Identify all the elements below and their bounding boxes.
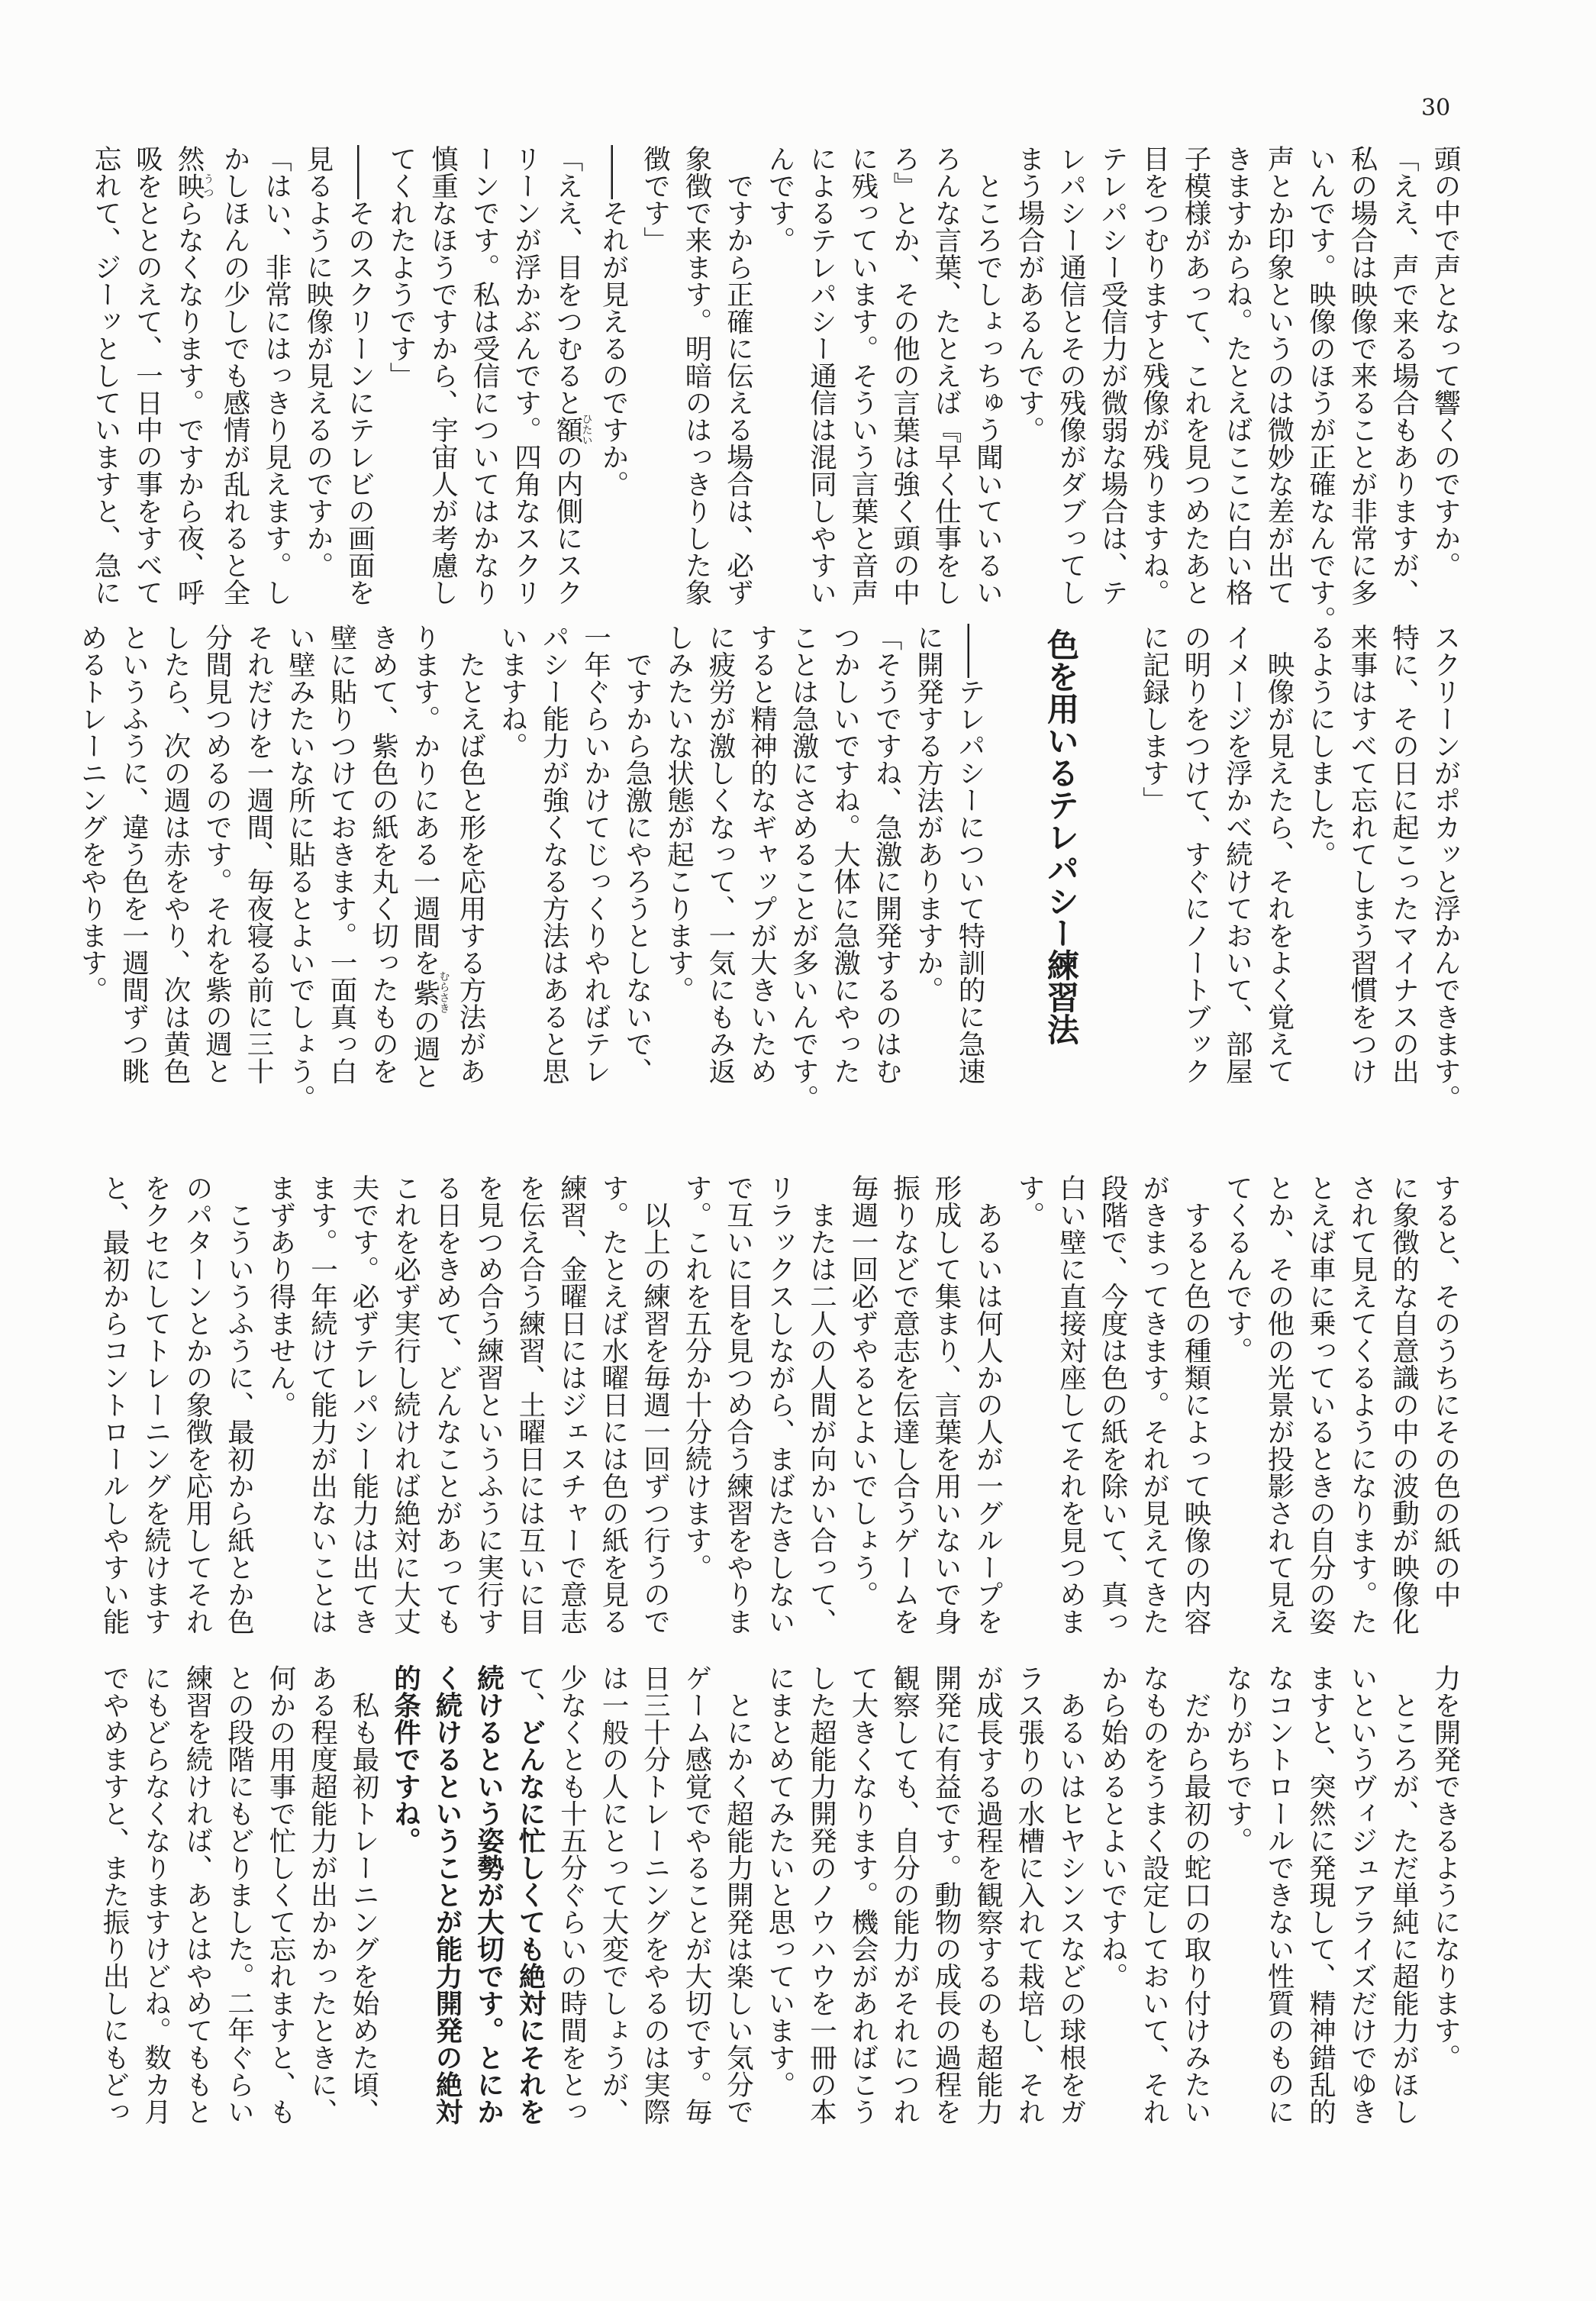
text-line: した超能力開発のノウハウを一冊の本 [805,1664,837,2125]
text-line: に象徴的な自意識の中の波動が映像化 [1388,1174,1420,1635]
text-tier-1 [85,145,1466,649]
section-heading: 色を用いるテレパシー練習法 [1043,628,1080,1045]
text-line: とか、その他の光景が投影されて見え [1263,1174,1295,1635]
text-line [467,1664,509,2168]
text-line: 日三十分トレーニングをやるのは実際 [639,1664,671,2125]
text-line: との段階にもどりました。二年ぐらい [223,1664,255,2125]
text-line: にまとめてみたいと思っています。 [764,1664,795,2098]
text-line: ことは急激にさめることが多いんです。 [788,624,819,1112]
ruby-base: 映 [173,172,205,199]
text-line: 以上の練習を毎週一回ずつ行うので [639,1174,671,1635]
text-line: 練習、金曜日にはジェスチャーで意志 [556,1174,588,1635]
text-line: 夫です。必ずテレパシー能力は出てき [348,1174,379,1635]
text-line: によるテレパシー通信は混同しやすい [805,145,837,606]
text-line: 力を開発できるようになります。 [1430,1664,1461,2071]
text-segment: ります。かりにある一週間を [409,624,440,976]
text-line: に疲労が激しくなって、一気にもみ返 [704,624,736,1085]
text-line: とにかく超能力開発は楽しい気分で [722,1664,754,2125]
text-line: テレパシー受信力が微弱な場合は、テ [1097,145,1128,606]
text-line: をクセにしてトレーニングを続けます [140,1174,172,1635]
text-line: に開発する方法がありますか。 [912,624,944,1003]
text-line: ます。一年続けて能力が出ないことは [306,1174,338,1635]
text-line: 来事はすべて忘れてしまう習慣をつけ [1346,624,1378,1085]
text-line: たとえば色と形を応用する方法があ [455,624,486,1085]
ruby-reading: むらさき [437,970,450,1014]
text-segment: て、 [514,1664,546,1718]
page-number: 30 [1421,95,1451,121]
text-line: イメージを浮かべ続けておいて、部屋 [1221,624,1253,1085]
bold-text: 的条件ですね。 [389,1664,421,1854]
text-line: 徴です」 [639,145,671,253]
text-line: い壁みたいな所に貼るとよいでしょう。 [284,624,316,1112]
text-line: 毎週一回必ずやるとよいでしょう。 [847,1174,879,1608]
text-line: ――テレパシーについて特訓的に急速 [954,624,985,1085]
text-line: 頭の中で声となって響くのですか。 [1430,145,1461,579]
text-line: 段階で、今度は色の紙を除いて、真っ [1097,1174,1128,1635]
text-line: 私も最初トレーニングを始めた頃、 [348,1664,379,2125]
text-line: ラス張りの水槽に入れて栽培し、それ [1014,1664,1045,2125]
text-line: つかしいですね。大体に急激にやった [829,624,861,1085]
text-line: ですから正確に伝える場合は、必ず [722,145,754,606]
text-line [426,1664,468,2168]
text-line: 壁に貼りつけておきます。一面真っ白 [326,624,357,1085]
text-line: 慎重なほうですから、宇宙人が考慮し [427,145,459,606]
text-line: ますと、突然に発現して、精神錯乱的 [1304,1664,1336,2125]
ruby-reading: うつ [202,172,214,199]
text-segment: らなくなります。ですから夜、呼 [173,199,205,606]
text-line: しみたいな状態が起こります。 [663,624,695,1003]
text-line: 見るように映像が見えるのですか。 [302,145,334,579]
text-line: 目をつむりますと残像が残りますね。 [1138,145,1170,606]
text-line: 映像が見えたら、それをよく覚えて [1263,624,1295,1085]
ruby-annotated-text [173,172,214,200]
text-line: だから最初の蛇口の取り付けみたい [1180,1664,1211,2125]
text-line: は一般の人にとって大変でしょうが、 [598,1664,629,2125]
text-line: て大きくなります。機会があればこう [847,1664,879,2125]
text-line: いますね。 [496,624,528,760]
text-segment: 「ええ、目をつむると [552,145,583,416]
text-line: パシー能力が強くなる方法はあると思 [538,624,569,1085]
text-line: ある程度超能力が出かかったときに、 [306,1664,338,2125]
text-line: ――それが見えるのですか。 [598,145,629,498]
text-line: というふうに、違う色を一週間ずつ眺 [118,624,150,1085]
text-line: まずあり得ません。 [265,1174,296,1418]
text-segment: 然 [173,145,205,173]
text-line [547,145,592,649]
text-line: 吸をととのえて、一日中の事をすべて [131,145,163,606]
ruby-reading: ひたい [580,413,593,446]
text-line: に残っています。そういう言葉と音声 [847,145,879,606]
text-line: ろ』とか、その他の言葉は強く頭の中 [888,145,921,606]
text-line: 少なくとも十五分ぐらいの時間をとっ [556,1664,588,2125]
text-line: ところでしょっちゅう聞いているい [972,145,1004,606]
text-line: かしほんの少しでも感情が乱れると全 [219,145,250,606]
text-line: あるいは何人かの人が一グループを [972,1174,1004,1635]
text-line: 忘れて、ジーッとしていますと、急に [90,145,121,606]
text-line: 形成して集まり、言葉を用いないで身 [930,1174,962,1635]
text-line: を伝え合う練習、土曜日には互いに目 [514,1174,546,1635]
text-line [168,145,214,649]
ruby-base: 紫 [409,970,440,1014]
text-line: 観察しても、自分の能力がそれにつれ [888,1664,921,2125]
text-line: てくれたようです」 [385,145,417,389]
text-line: リラックスしながら、まばたきしない [764,1174,795,1635]
text-line: すると色の種類によって映像の内容 [1180,1174,1211,1635]
text-line: リーンが浮かぶんです。四角なスクリ [510,145,542,606]
text-line: なものをうまく設定しておいて、それ [1138,1664,1170,2125]
text-line: 「ええ、声で来る場合もありますが、 [1388,145,1420,606]
text-segment: の週と [409,1008,440,1089]
text-line: 白い壁に直接対座してそれを見つめま [1055,1174,1087,1635]
ruby-base: 額 [552,413,583,446]
text-line: で互いに目を見つめ合う練習をやりま [722,1174,754,1635]
text-line: でやめますと、また振り出しにもどっ [98,1664,130,2125]
text-line [384,1664,426,2168]
text-line: それだけを一週間、毎夜寝る前に三十 [243,624,274,1085]
text-line: ゲーム感覚でやることが大切です。毎 [681,1664,712,2125]
text-line: スクリーンがポカッと浮かんできます。 [1430,624,1461,1112]
text-line: ろんな言葉、たとえば『早く仕事をし [930,145,962,606]
text-line: ーンです。私は受信についてはかなり [469,145,500,606]
bold-text: どんなに忙しくても絶対にそれを [514,1718,546,2125]
text-line: から始めるとよいですね。 [1097,1664,1128,1990]
text-tier-3 [93,1174,1466,1678]
text-line: または二人の人間が向かい合って、 [805,1174,837,1635]
text-line: 振りなどで意志を伝達し合うゲームを [888,1174,921,1635]
text-line [509,1664,551,2168]
text-line: なコントロールできない性質のものに [1263,1664,1295,2125]
text-tier-4 [93,1664,1466,2168]
text-line: 一年ぐらいかけてじっくりやればテレ [579,624,611,1085]
text-line: るようにしました。 [1304,624,1336,868]
text-line: を見つめ合う練習というふうに実行す [472,1174,505,1635]
text-line: に記録します」 [1138,624,1170,814]
text-line: こういうふうに、最初から紙とか色 [223,1174,255,1635]
text-line: す。 [1014,1174,1045,1228]
text-tier-2 [71,624,1466,1128]
text-line: のパターンとかの象徴を応用してそれ [182,1174,213,1635]
text-line: が成長する過程を観察するのも超能力 [972,1664,1004,2125]
text-line: いというヴィジュアライズだけでゆき [1346,1664,1378,2125]
text-line: の明りをつけて、すぐにノートブック [1180,624,1211,1085]
text-line: いんです。映像のほうが正確なんです。 [1304,145,1336,633]
text-line: ですから急激にやろうとしないで、 [621,624,653,1085]
text-line: にもどらなくなりますけどね。数カ月 [140,1664,172,2125]
bold-text: く続けるということが能力開発の絶対 [431,1664,463,2125]
text-line: これを必ず実行し続ければ絶対に大丈 [389,1174,421,1635]
text-line: 「そうですね、急激に開発するのはむ [871,624,902,1085]
text-line: めるトレーニングをやります。 [76,624,108,1003]
text-line: がきまってきます。それが見えてきた [1138,1174,1170,1635]
text-line: きめて、紫色の紙を丸く切ったものを [367,624,399,1085]
text-line: されて見えてくるようになります。た [1346,1174,1378,1635]
text-line: す。たとえば水曜日には色の紙を見る [598,1174,629,1635]
text-line: と、最初からコントロールしやすい能 [98,1174,130,1635]
text-line: 声とか印象というのは微妙な差が出て [1263,145,1295,606]
ruby-annotated-text [552,413,593,446]
text-line: 何かの用事で忙しくて忘れますと、も [265,1664,296,2125]
text-line: まう場合があるんです。 [1014,145,1045,444]
text-line: ――そのスクリーンにテレビの画面を [343,145,376,606]
text-line: レパシー通信とその残像がダブってし [1055,145,1087,606]
bold-text: 続けるという姿勢が大切です。とにか [472,1664,505,2125]
text-line: 子模様があって、これを見つめたあと [1180,145,1211,606]
text-line [404,624,450,1128]
text-line: 特に、その日に起こったマイナスの出 [1388,624,1420,1085]
text-line: なりがちです。 [1221,1664,1253,1854]
text-line: 練習を続ければ、あとはやめてももと [182,1664,213,2125]
text-line: 「はい、非常にはっきり見えます。し [260,145,292,606]
text-segment: の内側にスク [552,443,583,606]
text-line: す。これを五分か十分続けます。 [681,1174,712,1581]
text-line: とえば車に乗っているときの自分の姿 [1304,1174,1336,1635]
text-line: んです。 [764,145,795,253]
text-line: したら、次の週は赤をやり、次は黄色 [160,624,191,1085]
text-line: あるいはヒヤシンスなどの球根をガ [1055,1664,1087,2125]
text-line: 私の場合は映像で来ることが非常に多 [1346,145,1378,606]
text-line: る日をきめて、どんなことがあっても [431,1174,463,1635]
text-line: すると精神的なギャップが大きいため [746,624,778,1085]
text-line: 分間見つめるのです。それを紫の週と [201,624,233,1085]
text-line: きますからね。たとえばここに白い格 [1221,145,1253,606]
text-line: すると、そのうちにその色の紙の中 [1430,1174,1461,1608]
text-line: 開発に有益です。動物の成長の過程を [930,1664,962,2125]
text-line: てくるんです。 [1221,1174,1253,1364]
ruby-annotated-text [409,970,450,1014]
text-line: 象徴で来ます。明暗のはっきりした象 [681,145,712,606]
text-line: ところが、ただ単純に超能力がほし [1388,1664,1420,2125]
